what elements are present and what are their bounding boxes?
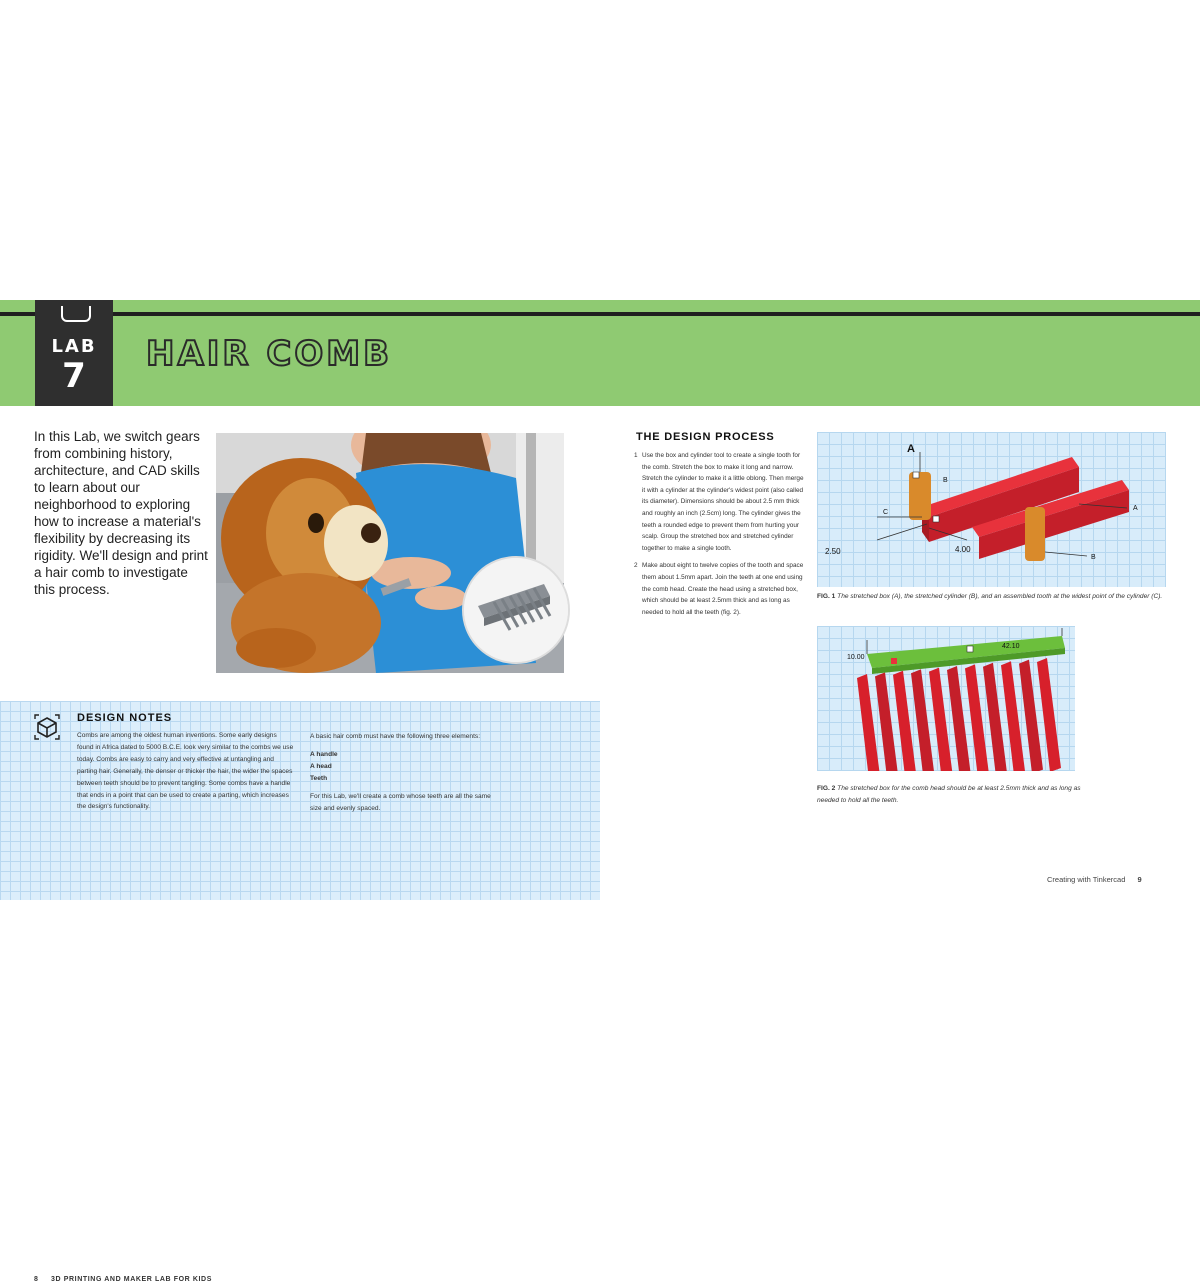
process-step (634, 560, 804, 618)
lab-number: 7 (62, 356, 86, 396)
lab-label: LAB (51, 336, 97, 357)
figure-2-caption (817, 783, 1082, 806)
element-item: Teeth (310, 774, 328, 782)
fig-letter: A (1133, 505, 1138, 512)
figure-1-caption-text: The stretched box (A), the stretched cylinder (B), and an assembled tooth at the widest point of the cylinder (C). (837, 593, 1163, 600)
figure-2-caption-text: The stretched box for the comb head should be at least 2.5mm thick and as long as needed to hold all the teeth. (817, 785, 1081, 804)
design-notes-body: Combs are among the oldest human inventions. Some early designs found in Africa dated to 5000 B.C.E. look very similar to the combs we use today. Combs are easy to carry and very effective at untangling and parting hair. Generally, the denser or thicker the hair, the wider the spaces between teeth should be to prevent tangling. Some combs have a handle that ends in a point that can be used to create a parting, which increases the design's functionality. (77, 732, 294, 811)
design-process-steps (634, 450, 804, 624)
figure-1-label: FIG. 1 (817, 593, 836, 600)
lab-header-band (0, 300, 1200, 406)
right-page-number: 9 (1137, 875, 1142, 884)
left-page-footer (34, 1276, 212, 1283)
stretched-cylinder (909, 472, 931, 520)
step-number: 1 (634, 452, 638, 459)
design-notes-heading: DESIGN NOTES (77, 712, 173, 724)
right-page-footer (1047, 875, 1142, 884)
book-title: 3D PRINTING AND MAKER LAB FOR KIDS (51, 1276, 212, 1283)
design-notes-elements (310, 731, 500, 814)
figure-2-label: FIG. 2 (817, 785, 836, 792)
element-item: A handle (310, 750, 338, 758)
cylinder-on-tooth (1025, 507, 1045, 561)
fig-letter: B (943, 477, 948, 484)
figure-2-assembled-comb (817, 626, 1075, 771)
process-step (634, 450, 804, 554)
design-notes-panel (0, 701, 600, 1283)
left-page-number: 8 (34, 1276, 39, 1283)
step-text: Use the box and cylinder tool to create a single tooth for the comb. Stretch the box to make it long and narrow. Stretch the cylinder to make it a little oblong. Then merge it with a cylinder at the cylinder's widest point (also called its diameter). Dimensions should be about 2.5 mm thick and roughly an inch (2.5cm) long. The cylinder gives the teeth a rounded edge to prevent them from hurting your scalp. Group the stretched box and stretched cylinder together to make a single tooth. (642, 452, 804, 552)
fig-letter: A (907, 443, 915, 455)
dimension-label-a: 10.00 (847, 654, 865, 661)
book-spread (0, 300, 1200, 1283)
chapter-title: Creating with Tinkercad (1047, 875, 1126, 884)
intro-paragraph: In this Lab, we switch gears from combining history, architecture, and CAD skills to learn about our neighborhood to exploring how to increase a material's flexibility by decreasing its rigidity. We'll design and print a hair comb to investigate this process. (34, 429, 208, 597)
step-text: Make about eight to twelve copies of the tooth and space them about 1.5mm apart. Join the teeth at one end using the comb head. Create the head using a stretched box, which should be at least 2.5mm thick and as long as needed to hold all the teeth (fig. 2). (642, 562, 804, 616)
figure-1-caption (817, 591, 1167, 603)
dimension-label-a: 2.50 (825, 547, 841, 556)
dimension-label-b: 4.00 (955, 545, 971, 554)
cube-icon (33, 713, 61, 741)
header-rule (0, 312, 1200, 316)
fig-letter: B (1091, 554, 1096, 561)
lab-badge (35, 300, 113, 406)
elements-outro: For this Lab, we'll create a comb whose teeth are all the same size and evenly spaced. (310, 792, 491, 812)
page-title: HAIR COMB (146, 334, 393, 374)
dimension-label-b: 42.10 (1002, 643, 1020, 650)
comb-closeup-inset (462, 556, 570, 664)
step-number: 2 (634, 562, 638, 570)
design-process-heading: THE DESIGN PROCESS (636, 431, 775, 443)
handle-marker (967, 646, 973, 652)
element-item: A head (310, 762, 332, 770)
lab-tab-shape (61, 306, 91, 322)
elements-intro: A basic hair comb must have the following three elements: (310, 733, 481, 740)
fig-letter: C (883, 509, 889, 516)
handle-marker (891, 658, 897, 664)
figure-1-tooth-parts (817, 432, 1166, 587)
